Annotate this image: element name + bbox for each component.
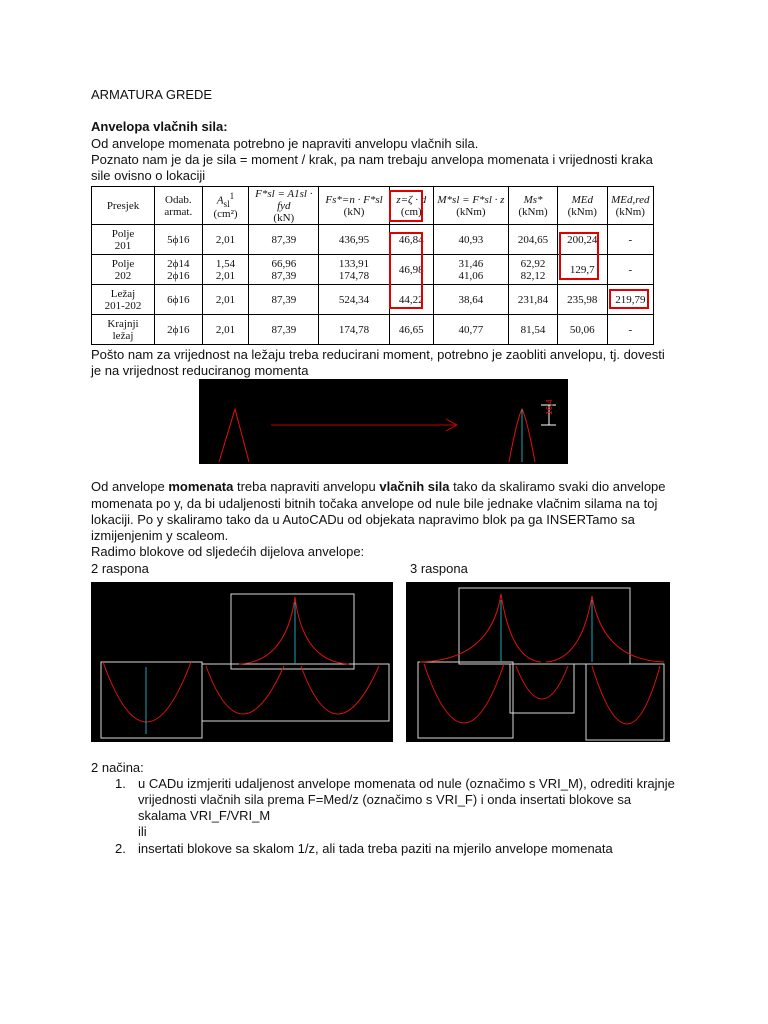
label-2-raspona: 2 raspona — [91, 561, 149, 576]
header-as1: $A_{sl}^1$ (cm²) — [202, 187, 249, 225]
cell-as1: 1,54 2,01 — [202, 255, 249, 285]
cell-fs1: 87,39 — [249, 285, 319, 315]
cell-fs1: 66,96 87,39 — [249, 255, 319, 285]
cell-med-red: - — [607, 255, 653, 285]
cell-fs: 174,78 — [319, 315, 390, 345]
cell-ms1: 40,93 — [433, 225, 508, 255]
cell-odab: 2ϕ14 2ϕ16 — [155, 255, 203, 285]
cell-med-red: - — [607, 225, 653, 255]
cell-med-red: 219,79 — [607, 285, 653, 315]
highlight-z-header — [389, 190, 423, 222]
cell-ms1: 31,46 41,06 — [433, 255, 508, 285]
cell-as1: 2,01 — [202, 285, 249, 315]
cell-odab: 5ϕ16 — [155, 225, 203, 255]
header-ms1: M*sl = F*sl · z (kNm) — [433, 187, 508, 225]
list-item-1-line-3: skalama VRI_F/VRI_M — [138, 808, 271, 823]
cell-presjek: Polje 201 — [92, 225, 155, 255]
highlight-z-values — [389, 232, 423, 309]
cell-ms: 231,84 — [509, 285, 558, 315]
cell-z: 46,84 — [389, 225, 433, 255]
header-fs: Fs*=n · F*sl (kN) — [319, 187, 390, 225]
cad-rounding-image — [199, 379, 568, 464]
cell-med-red: - — [607, 315, 653, 345]
header-ms: Ms* (kNm) — [509, 187, 558, 225]
cell-ms: 62,92 82,12 — [509, 255, 558, 285]
document-title: ARMATURA GREDE — [91, 87, 213, 102]
paragraph-2-line-1: Poznato nam je da je sila = moment / krak, pa nam trebaju anvelopa momenata i vrijednosti kraka — [91, 152, 653, 167]
list-item-1-line-1: u CADu izmjeriti udaljenost anvelope momenata od nule (označimo s VRI_M), odrediti krajnje — [138, 776, 675, 791]
paragraph-4-line-2: momenata po y, da bi udaljenosti bitnih točaka anvelope od nule bile jednake vlačnim silama na toj — [91, 496, 658, 511]
cell-fs: 524,34 — [319, 285, 390, 315]
paragraph-1: Od anvelope momenata potrebno je napraviti anvelopu vlačnih sila. — [91, 136, 479, 151]
header-presjek: Presjek — [92, 187, 155, 225]
cell-z: 44,22 — [389, 285, 433, 315]
cell-ms: 81,54 — [509, 315, 558, 345]
cell-z: 46,98 — [389, 255, 433, 285]
cell-odab: 6ϕ16 — [155, 285, 203, 315]
cell-presjek: Ležaj 201-202 — [92, 285, 155, 315]
methods-heading: 2 načina: — [91, 760, 144, 775]
table-row — [92, 285, 654, 315]
cell-z: 46,65 — [389, 315, 433, 345]
cell-med: 235,98 — [557, 285, 607, 315]
cell-fs1: 87,39 — [249, 225, 319, 255]
header-med: MEd (kNm) — [557, 187, 607, 225]
cell-fs1: 87,39 — [249, 315, 319, 345]
list-item-1-line-2: vrijednosti vlačnih sila prema F=Med/z (označimo s VRI_F) i onda insertati blokove sa — [138, 792, 632, 807]
cell-med: 200,24 — [557, 225, 607, 255]
dimension-label: 16,4 — [545, 399, 554, 415]
highlight-med-values — [559, 232, 599, 280]
cell-med: 50,06 — [557, 315, 607, 345]
list-number-2: 2. — [115, 841, 126, 856]
paragraph-4-line-4: izmijenjenim y scaleom. — [91, 528, 229, 543]
cell-fs: 436,95 — [319, 225, 390, 255]
header-fs1: F*sl = A1sl · fyd (kN) — [249, 187, 319, 225]
list-item-2-line-1: insertati blokove sa skalom 1/z, ali tada treba paziti na mjerilo anvelope momenata — [138, 841, 613, 856]
cell-ms1: 38,64 — [433, 285, 508, 315]
label-3-raspona: 3 raspona — [410, 561, 468, 576]
cell-med: 129,7 — [557, 255, 607, 285]
paragraph-4-line-3: lokaciji. Po y skaliramo tako da u AutoCADu od objekata napravimo blok pa ga INSERTamo sa — [91, 512, 635, 527]
table-row — [92, 315, 654, 345]
cell-as1: 2,01 — [202, 315, 249, 345]
list-item-1-line-4: ili — [138, 824, 147, 839]
header-z: z=ζ · d (cm) — [389, 187, 433, 225]
cell-fs: 133,91 174,78 — [319, 255, 390, 285]
header-med-red: MEd,red (kNm) — [607, 187, 653, 225]
paragraph-3-line-1: Pošto nam za vrijednost na ležaju treba reducirani moment, potrebno je zaobliti anvelopu, tj. dovesti — [91, 347, 665, 362]
section-heading: Anvelopa vlačnih sila: — [91, 119, 228, 134]
paragraph-4-line-1: Od anvelope momenata treba napraviti anvelopu vlačnih sila tako da skaliramo svaki dio anvelope — [91, 479, 666, 494]
cell-as1: 2,01 — [202, 225, 249, 255]
cell-presjek: Krajnji ležaj — [92, 315, 155, 345]
cell-odab: 2ϕ16 — [155, 315, 203, 345]
cell-ms1: 40,77 — [433, 315, 508, 345]
paragraph-2-line-2: sile ovisno o lokaciji — [91, 168, 206, 183]
cad-2-spans-image — [91, 582, 393, 742]
paragraph-3-line-2: je na vrijednost reduciranog momenta — [91, 363, 309, 378]
paragraph-4-line-5: Radimo blokove od sljedećih dijelova anvelope: — [91, 544, 365, 559]
list-number-1: 1. — [115, 776, 126, 791]
cell-presjek: Polje 202 — [92, 255, 155, 285]
header-odab: Odab. armat. — [155, 187, 203, 225]
cad-3-spans-image — [406, 582, 670, 742]
cell-ms: 204,65 — [509, 225, 558, 255]
highlight-med-red-value — [609, 289, 649, 309]
